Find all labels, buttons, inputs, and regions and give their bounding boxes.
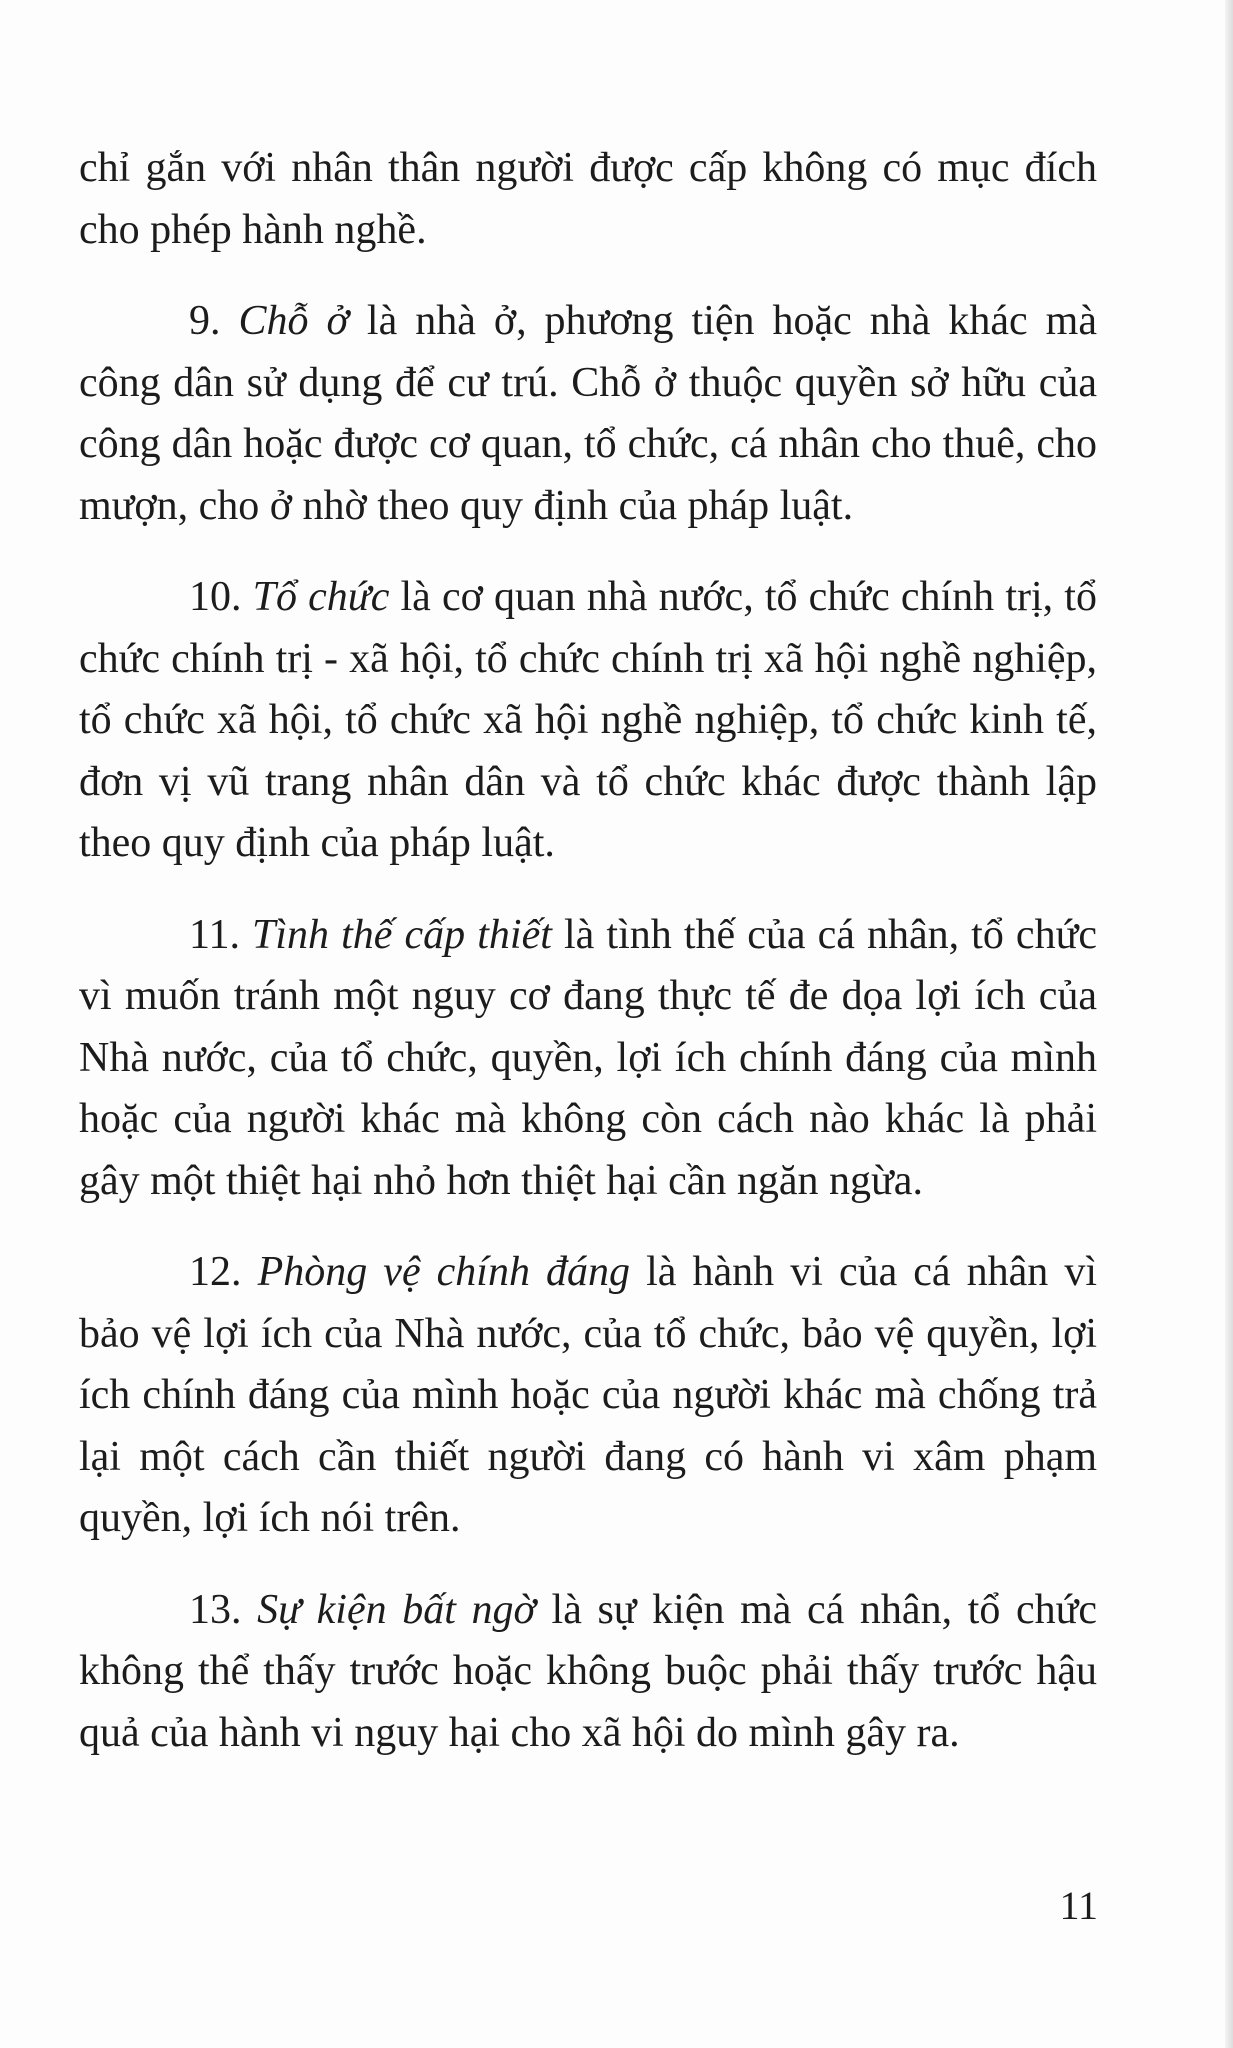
- definition-text: là tình thế của cá nhân, tổ chức vì muốn tránh một nguy cơ đang thực tế đe dọa lợi ích của Nhà nước, của tổ chức, quyền, lợi ích chính đáng của mình hoặc của người khác mà không còn cách nào khác là phải gây một thiệt hại nhỏ hơn thiệt hại cần ngăn ngừa.: [79, 911, 1097, 1204]
- item-number: 11.: [189, 911, 253, 958]
- item-number: 10.: [189, 574, 253, 620]
- body-text: [79, 138, 1097, 1794]
- paragraph-item-13: [79, 1580, 1097, 1765]
- defined-term: Phòng vệ chính đáng: [257, 1249, 631, 1295]
- paragraph-item-12: [79, 1242, 1097, 1550]
- paragraph-item-11: [79, 905, 1097, 1213]
- definition-text: là nhà ở, phương tiện hoặc nhà khác mà công dân sử dụng để cư trú. Chỗ ở thuộc quyền sở hữu của công dân hoặc được cơ quan, tổ chức, cá nhân cho thuê, cho mượn, cho ở nhờ theo quy định của pháp luật.: [79, 298, 1097, 529]
- definition-text: là hành vi của cá nhân vì bảo vệ lợi ích của Nhà nước, của tổ chức, bảo vệ quyền, lợi ích chính đáng của mình hoặc của người khác mà chống trả lại một cách cần thiết người đang có hành vi xâm phạm quyền, lợi ích nói trên.: [79, 1249, 1098, 1541]
- defined-term: Tình thế cấp thiết: [252, 911, 552, 958]
- paragraph-text: chỉ gắn với nhân thân người được cấp không có mục đích cho phép hành nghề.: [79, 145, 1097, 253]
- item-number: 9.: [189, 298, 239, 344]
- paragraph-continuation: [79, 138, 1097, 261]
- paragraph-item-10: [79, 567, 1097, 875]
- page-number: 11: [1059, 1883, 1098, 1928]
- paragraph-item-9: [79, 291, 1097, 537]
- page-edge: [1225, 0, 1233, 2048]
- defined-term: Tổ chức: [252, 574, 390, 620]
- defined-term: Sự kiện bất ngờ: [257, 1586, 536, 1633]
- item-number: 13.: [189, 1586, 258, 1633]
- definition-text: là cơ quan nhà nước, tổ chức chính trị, tổ chức chính trị - xã hội, tổ chức chính trị xã hội nghề nghiệp, tổ chức xã hội, tổ chức xã hội nghề nghiệp, tổ chức kinh tế, đơn vị vũ trang nhân dân và tổ chức khác được thành lập theo quy định của pháp luật.: [79, 574, 1097, 866]
- definition-text: là sự kiện mà cá nhân, tổ chức không thể thấy trước hoặc không buộc phải thấy trước hậu quả của hành vi nguy hại cho xã hội do mình gây ra.: [79, 1586, 1098, 1756]
- defined-term: Chỗ ở: [238, 298, 349, 344]
- item-number: 12.: [189, 1249, 258, 1295]
